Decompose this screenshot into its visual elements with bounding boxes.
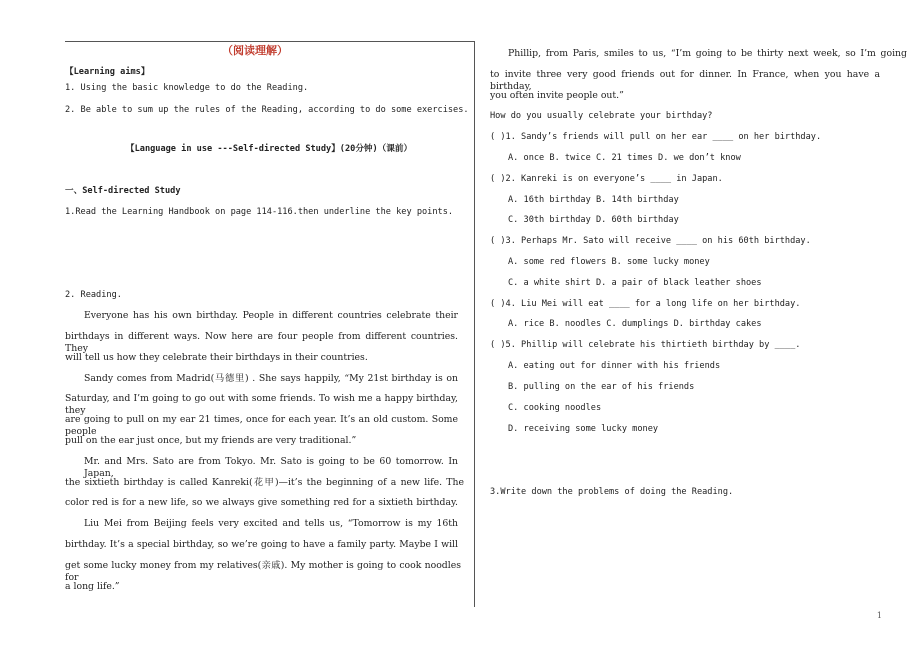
step-1: 1.Read the Learning Handbook on page 114-116.then underline the key points.: [65, 207, 454, 217]
passage-line: will tell us how they celebrate their birthdays in their countries.: [65, 352, 368, 363]
question-3: ( )3. Perhaps Mr. Sato will receive ____ on his 60th birthday.: [490, 236, 811, 246]
passage-line: Mr. and Mrs. Sato are from Tokyo. Mr. Sato is going to be 60 tomorrow. In Japan,: [84, 456, 458, 479]
language-heading: 【Language in use ---Self-directed Study】(20分钟)（课前）: [126, 144, 413, 154]
question-2-options: A. 16th birthday B. 14th birthday: [508, 195, 679, 205]
question-5-option: D. receiving some lucky money: [508, 424, 659, 434]
question-5-option: B. pulling on the ear of his friends: [508, 382, 695, 392]
passage-line: are going to pull on my ear 21 times, once for each year. It’s an old custom. Some people: [65, 414, 458, 437]
section-one-heading: 一、Self-directed Study: [65, 186, 181, 196]
step-3: 3.Write down the problems of doing the Reading.: [490, 487, 734, 497]
aim-2: 2. Be able to sum up the rules of the Reading, according to do some exercises.: [65, 105, 469, 115]
passage-line: to invite three very good friends out for dinner. In France, when you have a birthday,: [490, 69, 880, 92]
discussion-question: How do you usually celebrate your birthday?: [490, 111, 713, 121]
passage-line: get some lucky money from my relatives(亲戚). My mother is going to cook noodles for: [65, 560, 461, 583]
question-3-options: C. a white shirt D. a pair of black leather shoes: [508, 278, 762, 288]
question-4-options: A. rice B. noodles C. dumplings D. birthday cakes: [508, 319, 762, 329]
passage-line: pull on the ear just once, but my friends are very traditional.”: [65, 435, 357, 446]
aims-heading: 【Learning aims】: [65, 67, 150, 77]
passage-line: the sixtieth birthday is called Kanreki(花甲)—it’s the beginning of a new life. The: [65, 477, 464, 488]
page-number: 1: [876, 611, 882, 620]
passage-line: birthday. It’s a special birthday, so we’re going to have a family party. Maybe I will: [65, 539, 458, 550]
question-5: ( )5. Phillip will celebrate his thirtieth birthday by ____.: [490, 340, 801, 350]
passage-line: Phillip, from Paris, smiles to us, “I’m going to be thirty next week, so I’m going: [508, 48, 907, 59]
passage-line: Liu Mei from Beijing feels very excited and tells us, “Tomorrow is my 16th: [84, 518, 458, 529]
passage-line: you often invite people out.”: [490, 90, 624, 101]
passage-line: Sandy comes from Madrid(马德里) . She says happily, “My 21st birthday is on: [84, 373, 458, 384]
question-4: ( )4. Liu Mei will eat ____ for a long life on her birthday.: [490, 299, 801, 309]
passage-line: a long life.”: [65, 581, 120, 592]
question-2-options: C. 30th birthday D. 60th birthday: [508, 215, 679, 225]
question-5-option: C. cooking noodles: [508, 403, 602, 413]
top-rule: [65, 41, 475, 42]
passage-line: birthdays in different ways. Now here are four people from different countries. They: [65, 331, 458, 354]
passage-line: Everyone has his own birthday. People in different countries celebrate their: [84, 310, 458, 321]
page-title: （阅读理解）: [222, 44, 288, 57]
passage-line: color red is for a new life, so we always give something red for a sixtieth birthday.: [65, 497, 458, 508]
question-1-options: A. once B. twice C. 21 times D. we don’t know: [508, 153, 741, 163]
step-2: 2. Reading.: [65, 290, 122, 300]
question-1: ( )1. Sandy’s friends will pull on her ear ____ on her birthday.: [490, 132, 822, 142]
aim-1: 1. Using the basic knowledge to do the Reading.: [65, 83, 309, 93]
question-3-options: A. some red flowers B. some lucky money: [508, 257, 710, 267]
passage-line: Saturday, and I’m going to go out with some friends. To wish me a happy birthday, they: [65, 393, 458, 416]
column-divider: [474, 41, 475, 607]
question-2: ( )2. Kanreki is on everyone’s ____ in Japan.: [490, 174, 723, 184]
question-5-option: A. eating out for dinner with his friends: [508, 361, 721, 371]
